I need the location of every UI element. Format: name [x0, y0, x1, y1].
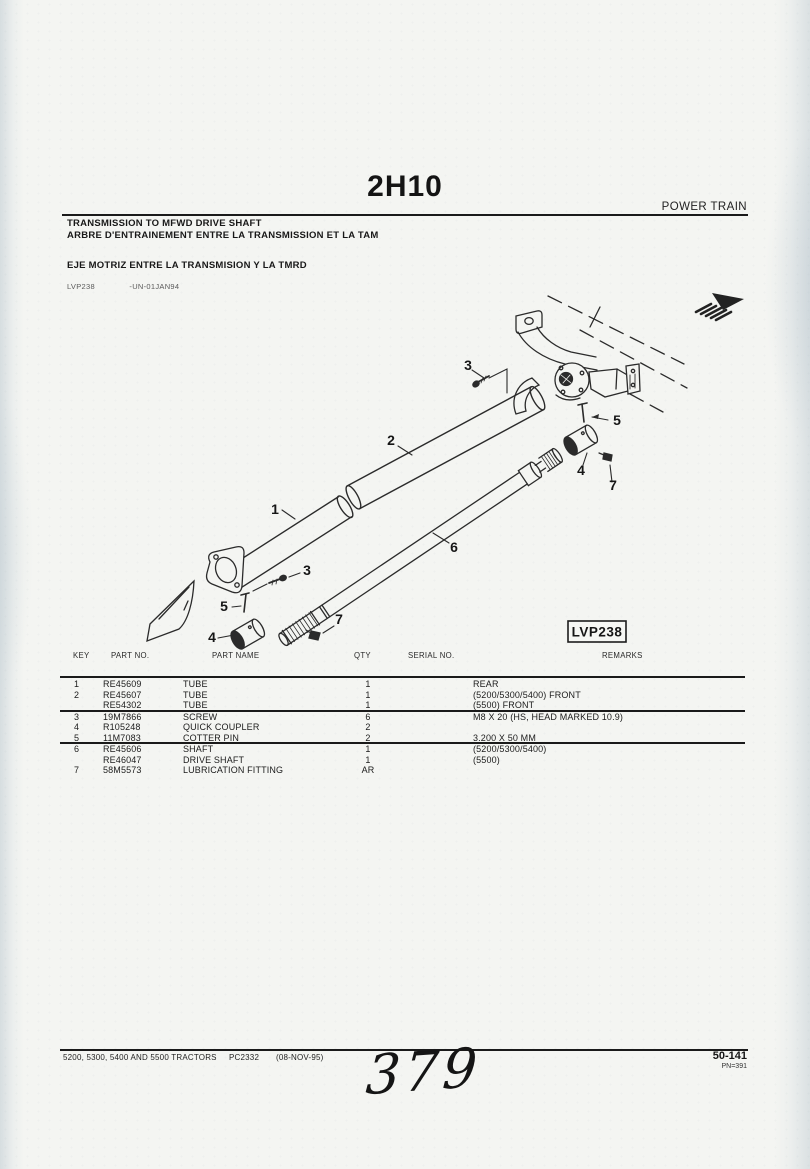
cotter-pin-lower	[241, 593, 249, 612]
cell-part-no: 58M5573	[103, 765, 142, 775]
exploded-parts-diagram	[60, 290, 760, 650]
table-row	[60, 679, 755, 690]
table-row	[60, 700, 755, 711]
cell-key: 7	[74, 765, 80, 775]
callout-2: 2	[387, 432, 395, 448]
table-row	[60, 722, 755, 733]
col-header-part-no: PART NO.	[111, 651, 150, 660]
cell-part-no: 11M7083	[103, 733, 141, 743]
cell-qty: 1	[365, 744, 371, 754]
footer-print-code: PN=391	[721, 1063, 747, 1070]
cell-qty: 6	[365, 712, 371, 722]
cotter-pin-upper	[578, 403, 587, 422]
table-row	[60, 733, 755, 744]
callout-5-lower: 5	[220, 598, 228, 614]
callout-3-upper: 3	[464, 357, 472, 373]
col-header-key: KEY	[73, 651, 90, 660]
cell-qty: 1	[365, 755, 371, 765]
handwritten-page-number: 379	[363, 1035, 484, 1108]
cell-key: 1	[74, 679, 80, 689]
footer-models: 5200, 5300, 5400 AND 5500 TRACTORS	[63, 1053, 217, 1062]
callout-4-upper: 4	[577, 462, 585, 478]
title-french: ARBRE D'ENTRAINEMENT ENTRE LA TRANSMISSION ET LA TAM	[67, 230, 379, 241]
transmission-housing-outline	[147, 581, 194, 641]
col-header-serial-no: SERIAL NO.	[408, 651, 455, 660]
cell-part-name: TUBE	[183, 690, 208, 700]
cell-remarks: (5200/5300/5400) FRONT	[473, 690, 581, 700]
cell-part-name: TUBE	[183, 700, 208, 710]
cell-key: 6	[74, 744, 80, 754]
table-rule	[60, 676, 745, 678]
callout-3-lower: 3	[303, 562, 311, 578]
cell-qty: 2	[365, 733, 371, 743]
cell-qty: 1	[365, 700, 371, 710]
footer-revision-date: (08-NOV-95)	[276, 1053, 324, 1062]
cell-part-no: RE45607	[103, 690, 142, 700]
title-spanish: EJE MOTRIZ ENTRE LA TRANSMISION Y LA TMRD	[67, 260, 307, 271]
cell-key: 2	[74, 690, 80, 700]
cell-key: 4	[74, 722, 80, 732]
cell-part-name: QUICK COUPLER	[183, 722, 260, 732]
figure-id-box	[568, 621, 626, 642]
footer-catalog-number: PC2332	[229, 1053, 260, 1062]
cell-part-name: SHAFT	[183, 744, 214, 754]
callout-1: 1	[271, 501, 279, 517]
scan-artifact	[0, 380, 34, 720]
col-header-qty: QTY	[354, 651, 371, 660]
figure-date: -UN-01JAN94	[129, 282, 180, 291]
table-row	[60, 744, 755, 755]
header-rule	[62, 214, 748, 216]
col-header-part-name: PART NAME	[212, 651, 260, 660]
cell-part-name: TUBE	[183, 679, 208, 689]
callout-5-upper: 5	[613, 412, 621, 428]
section-code: 2H10	[367, 170, 443, 203]
callout-7-upper: 7	[609, 477, 617, 493]
cell-key: 5	[74, 733, 80, 743]
figure-id-box-label: LVP238	[571, 624, 623, 640]
front-direction-arrow-icon	[696, 293, 744, 320]
cell-qty: 1	[365, 690, 371, 700]
cell-part-no: RE45609	[103, 679, 142, 689]
cell-remarks: (5200/5300/5400)	[473, 744, 547, 754]
cell-qty: 2	[365, 722, 371, 732]
callout-6: 6	[450, 539, 458, 555]
quick-coupler-lower	[228, 617, 267, 650]
lubrication-fitting-lower	[306, 630, 320, 640]
title-english: TRANSMISSION TO MFWD DRIVE SHAFT	[67, 218, 262, 229]
frame-hidden-connector	[590, 307, 600, 327]
col-header-remarks: REMARKS	[602, 651, 643, 660]
lubrication-fitting-upper	[599, 453, 612, 461]
quick-coupler-upper	[561, 423, 600, 457]
cell-part-no: RE46047	[103, 755, 142, 765]
cell-part-name: SCREW	[183, 712, 218, 722]
cell-part-no: R105248	[103, 722, 141, 732]
screw-upper	[472, 376, 489, 388]
callout-4-lower: 4	[208, 629, 216, 645]
cell-remarks: (5500) FRONT	[473, 700, 535, 710]
tube-1	[226, 494, 356, 590]
cell-part-name: DRIVE SHAFT	[183, 755, 245, 765]
cell-part-no: RE54302	[103, 700, 142, 710]
cell-part-name: LUBRICATION FITTING	[183, 765, 284, 775]
figure-id: LVP238	[67, 282, 95, 291]
cell-remarks: (5500)	[473, 755, 500, 765]
cell-remarks: REAR	[473, 679, 499, 689]
cell-key: 3	[74, 712, 80, 722]
cell-qty: AR	[361, 765, 375, 775]
cell-part-name: COTTER PIN	[183, 733, 240, 743]
footer-page-number: 50-141	[712, 1050, 747, 1062]
tube-clamp	[514, 378, 539, 414]
table-row	[60, 765, 755, 776]
cell-remarks: 3.200 X 50 MM	[473, 733, 536, 743]
cell-part-no: RE45606	[103, 744, 142, 754]
category-label: POWER TRAIN	[661, 201, 747, 213]
cell-qty: 1	[365, 679, 371, 689]
tube-1-flange	[207, 547, 244, 593]
cell-remarks: M8 X 20 (HS, HEAD MARKED 10.9)	[473, 712, 624, 722]
cell-part-no: 19M7866	[103, 712, 142, 722]
screw-lower	[269, 574, 287, 585]
callout-7-lower: 7	[335, 611, 343, 627]
